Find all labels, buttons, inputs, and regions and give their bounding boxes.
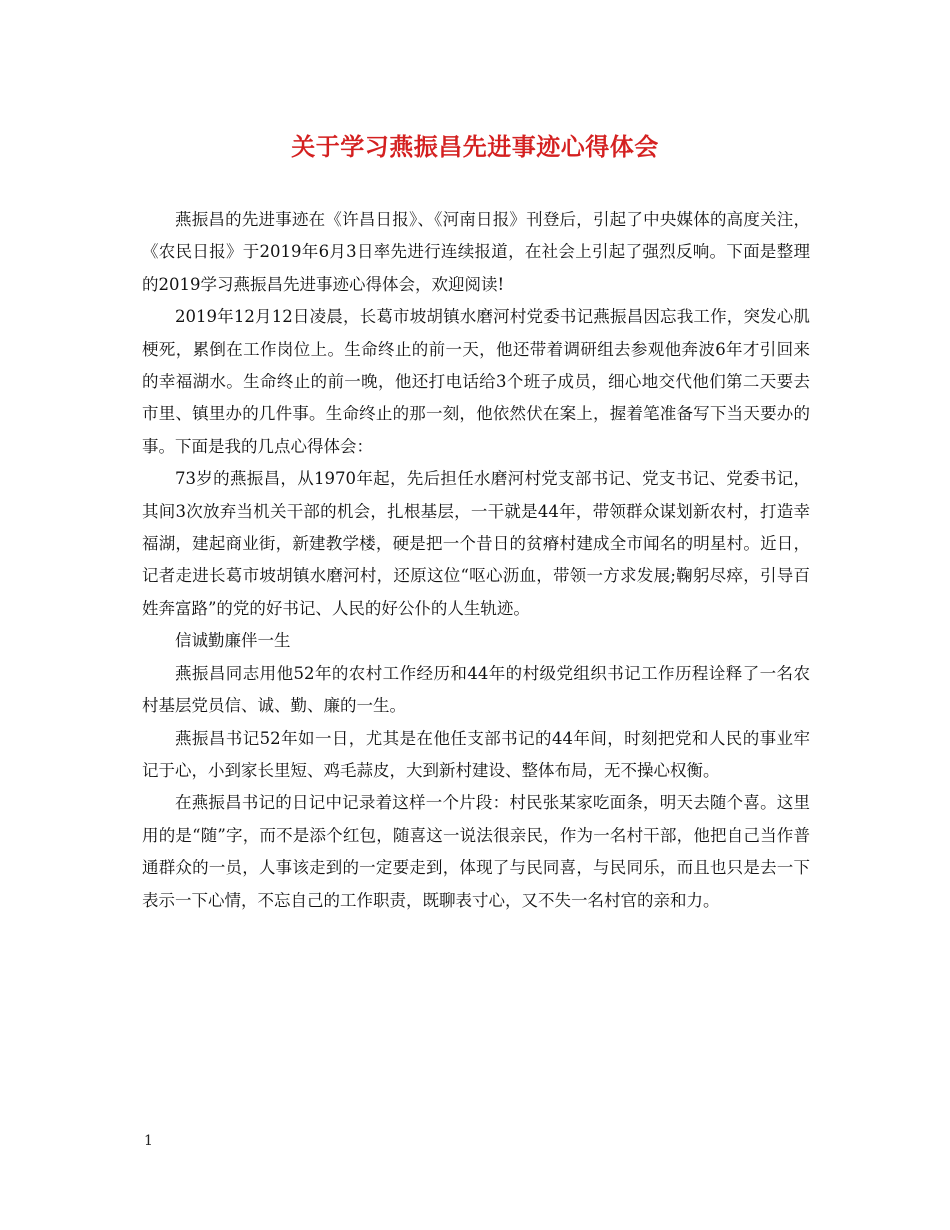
document-body: [142, 204, 810, 917]
paragraph-biography: 73岁的燕振昌，从1970年起，先后担任水磨河村党支部书记、党支书记、党委书记，其间3次放弃当机关干部的机会，扎根基层，一干就是44年，带领群众谋划新农村，打造幸福湖，建起商业街，新建教学楼，硬是把一个昔日的贫瘠村建成全市闻名的明星村。近日，记者走进长葛市坡胡镇水磨河村，还原这位“呕心沥血，带领一方求发展;鞠躬尽瘁，引导百姓奔富路”的党的好书记、人民的好公仆的人生轨迹。: [142, 469, 810, 618]
paragraph-intro: 燕振昌的先进事迹在《许昌日报》、《河南日报》刊登后，引起了中央媒体的高度关注，《农民日报》于2019年6月3日率先进行连续报道，在社会上引起了强烈反响。下面是整理的2019学习燕振昌先进事迹心得体会，欢迎阅读!: [142, 210, 810, 294]
paragraph-career: 燕振昌同志用他52年的农村工作经历和44年的村级党组织书记工作历程诠释了一名农村基层党员信、诚、勤、廉的一生。: [142, 663, 810, 716]
page-title: 关于学习燕振昌先进事迹心得体会: [291, 133, 659, 161]
page-number: 1: [144, 1133, 153, 1149]
paragraph-dedication: 燕振昌书记52年如一日，尤其是在他任支部书记的44年间，时刻把党和人民的事业牢记于心，小到家长里短、鸡毛蒜皮，大到新村建设、整体布局，无不操心权衡。: [142, 728, 810, 780]
section-heading: 信诚勤廉伴一生: [175, 631, 291, 651]
paragraph-event: 2019年12月12日凌晨，长葛市坡胡镇水磨河村党委书记燕振昌因忘我工作，突发心肌梗死，累倒在工作岗位上。生命终止的前一天，他还带着调研组去参观他奔波6年才引回来的幸福湖水。生命终止的前一晚，他还打电话给3个班子成员，细心地交代他们第二天要去市里、镇里办的几件事。生命终止的那一刻，他依然伏在案上，握着笔准备写下当天要办的事。下面是我的几点心得体会：: [142, 307, 810, 456]
paragraph-diary: 在燕振昌书记的日记中记录着这样一个片段：村民张某家吃面条，明天去随个喜。这里用的是“随”字，而不是添个红包，随喜这一说法很亲民，作为一名村干部，他把自己当作普通群众的一员，人事该走到的一定要走到，体现了与民同喜，与民同乐，而且也只是去一下表示一下心情，不忘自己的工作职责，既聊表寸心，又不失一名村官的亲和力。: [142, 793, 810, 910]
